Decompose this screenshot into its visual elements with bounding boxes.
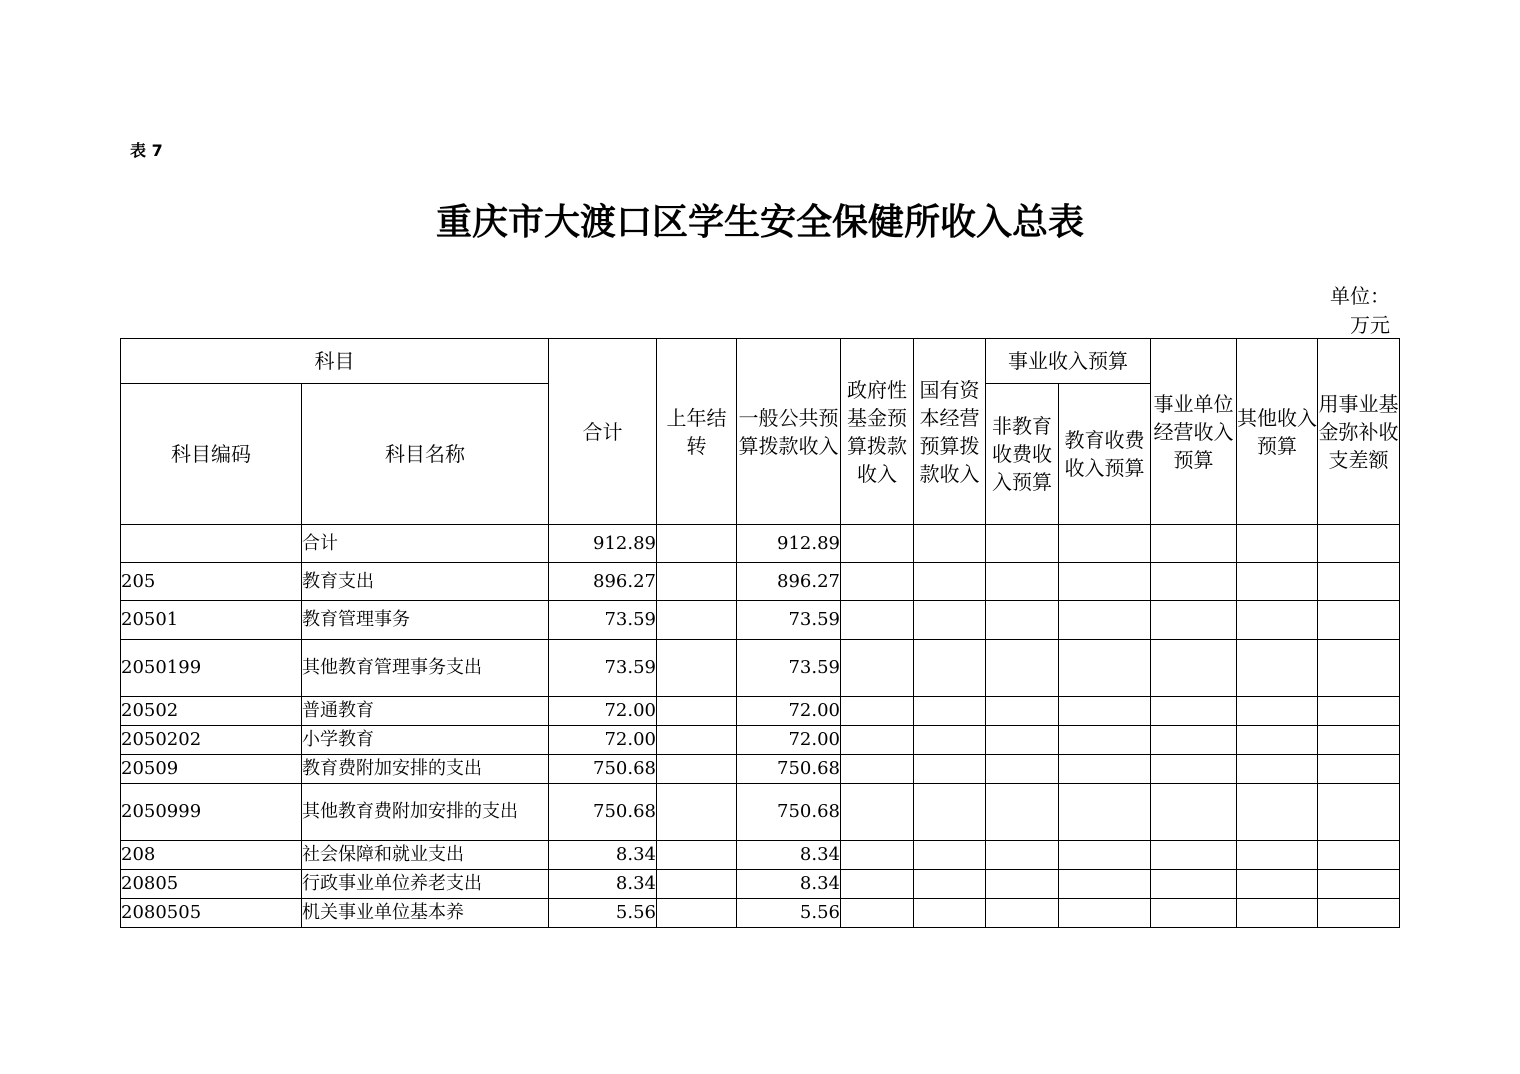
cell-empty xyxy=(1151,784,1237,841)
cell-empty xyxy=(1318,640,1400,697)
cell-name: 教育支出 xyxy=(302,563,549,601)
cell-empty xyxy=(986,755,1059,784)
header-carryover: 上年结转 xyxy=(657,339,737,525)
cell-empty xyxy=(1151,841,1237,870)
cell-empty xyxy=(986,841,1059,870)
cell-empty xyxy=(1237,697,1318,726)
cell-carryover xyxy=(657,726,737,755)
cell-empty xyxy=(1237,726,1318,755)
table-row xyxy=(121,563,1400,601)
cell-empty xyxy=(1237,563,1318,601)
cell-empty xyxy=(914,640,986,697)
cell-general: 8.34 xyxy=(737,870,841,899)
header-edu-fee: 教育收费收入预算 xyxy=(1059,384,1151,525)
table-row xyxy=(121,784,1400,841)
cell-empty xyxy=(841,899,914,928)
cell-empty xyxy=(914,870,986,899)
cell-empty xyxy=(914,841,986,870)
cell-code: 20502 xyxy=(121,697,302,726)
cell-general: 73.59 xyxy=(737,601,841,640)
cell-empty xyxy=(986,697,1059,726)
table-row xyxy=(121,697,1400,726)
cell-name: 行政事业单位养老支出 xyxy=(302,870,549,899)
cell-carryover xyxy=(657,601,737,640)
cell-empty xyxy=(1237,755,1318,784)
cell-code: 205 xyxy=(121,563,302,601)
cell-total: 912.89 xyxy=(549,525,657,563)
cell-code: 2050202 xyxy=(121,726,302,755)
cell-code xyxy=(121,525,302,563)
cell-empty xyxy=(841,563,914,601)
cell-empty xyxy=(986,640,1059,697)
cell-name: 其他教育管理事务支出 xyxy=(302,640,549,697)
cell-general: 72.00 xyxy=(737,697,841,726)
cell-code: 20805 xyxy=(121,870,302,899)
cell-total: 896.27 xyxy=(549,563,657,601)
page-title: 重庆市大渡口区学生安全保健所收入总表 xyxy=(435,202,1084,243)
cell-empty xyxy=(1237,841,1318,870)
cell-empty xyxy=(1059,784,1151,841)
table-row xyxy=(121,755,1400,784)
cell-empty xyxy=(1318,697,1400,726)
cell-total: 72.00 xyxy=(549,726,657,755)
cell-carryover xyxy=(657,697,737,726)
cell-empty xyxy=(1318,726,1400,755)
cell-empty xyxy=(1151,899,1237,928)
cell-name: 教育费附加安排的支出 xyxy=(302,755,549,784)
cell-empty xyxy=(1059,601,1151,640)
header-non-edu-fee: 非教育收费收入预算 xyxy=(986,384,1059,525)
cell-general: 5.56 xyxy=(737,899,841,928)
cell-empty xyxy=(1151,755,1237,784)
cell-empty xyxy=(1151,563,1237,601)
cell-empty xyxy=(841,870,914,899)
header-fund-balance: 用事业基金弥补收支差额 xyxy=(1318,339,1400,525)
header-general-budget: 一般公共预算拨款收入 xyxy=(737,339,841,525)
income-summary-table xyxy=(120,338,1400,928)
cell-empty xyxy=(914,899,986,928)
cell-empty xyxy=(1151,525,1237,563)
cell-general: 73.59 xyxy=(737,640,841,697)
cell-empty xyxy=(1059,870,1151,899)
cell-empty xyxy=(1059,899,1151,928)
cell-total: 8.34 xyxy=(549,870,657,899)
cell-code: 2050999 xyxy=(121,784,302,841)
cell-empty xyxy=(914,697,986,726)
cell-empty xyxy=(841,755,914,784)
header-total: 合计 xyxy=(549,339,657,525)
cell-empty xyxy=(914,601,986,640)
cell-carryover xyxy=(657,841,737,870)
cell-empty xyxy=(1237,784,1318,841)
cell-general: 750.68 xyxy=(737,755,841,784)
cell-general: 750.68 xyxy=(737,784,841,841)
cell-name: 其他教育费附加安排的支出 xyxy=(302,784,549,841)
cell-empty xyxy=(914,525,986,563)
cell-total: 72.00 xyxy=(549,697,657,726)
cell-empty xyxy=(1151,640,1237,697)
cell-general: 912.89 xyxy=(737,525,841,563)
cell-empty xyxy=(986,870,1059,899)
table-number: 表 7 xyxy=(130,141,163,160)
cell-empty xyxy=(841,841,914,870)
cell-empty xyxy=(1059,841,1151,870)
cell-empty xyxy=(1318,525,1400,563)
header-operating-income: 事业单位经营收入预算 xyxy=(1151,339,1237,525)
cell-code: 208 xyxy=(121,841,302,870)
cell-empty xyxy=(1151,870,1237,899)
cell-empty xyxy=(841,697,914,726)
cell-name: 普通教育 xyxy=(302,697,549,726)
cell-carryover xyxy=(657,563,737,601)
cell-code: 2080505 xyxy=(121,899,302,928)
cell-empty xyxy=(1318,870,1400,899)
cell-empty xyxy=(1318,563,1400,601)
table-row xyxy=(121,640,1400,697)
cell-empty xyxy=(914,755,986,784)
cell-empty xyxy=(1318,899,1400,928)
header-state-capital: 国有资本经营预算拨款收入 xyxy=(914,339,986,525)
cell-empty xyxy=(986,726,1059,755)
cell-empty xyxy=(1318,755,1400,784)
cell-empty xyxy=(986,563,1059,601)
cell-general: 896.27 xyxy=(737,563,841,601)
cell-empty xyxy=(841,601,914,640)
cell-empty xyxy=(986,525,1059,563)
table-row xyxy=(121,899,1400,928)
cell-code: 20509 xyxy=(121,755,302,784)
cell-total: 73.59 xyxy=(549,601,657,640)
table-row xyxy=(121,870,1400,899)
header-other-income: 其他收入预算 xyxy=(1237,339,1318,525)
cell-empty xyxy=(1237,525,1318,563)
header-subject-code: 科目编码 xyxy=(121,384,302,525)
cell-total: 5.56 xyxy=(549,899,657,928)
cell-general: 72.00 xyxy=(737,726,841,755)
cell-empty xyxy=(1237,601,1318,640)
cell-empty xyxy=(1151,697,1237,726)
cell-empty xyxy=(986,899,1059,928)
cell-empty xyxy=(841,525,914,563)
cell-name: 机关事业单位基本养 xyxy=(302,899,549,928)
cell-empty xyxy=(1237,640,1318,697)
cell-carryover xyxy=(657,784,737,841)
cell-carryover xyxy=(657,525,737,563)
cell-general: 8.34 xyxy=(737,841,841,870)
cell-empty xyxy=(1318,841,1400,870)
cell-empty xyxy=(986,784,1059,841)
cell-empty xyxy=(914,563,986,601)
cell-carryover xyxy=(657,755,737,784)
cell-total: 8.34 xyxy=(549,841,657,870)
cell-empty xyxy=(1151,601,1237,640)
cell-empty xyxy=(1151,726,1237,755)
cell-empty xyxy=(841,784,914,841)
cell-name: 小学教育 xyxy=(302,726,549,755)
cell-empty xyxy=(841,640,914,697)
cell-carryover xyxy=(657,640,737,697)
cell-empty xyxy=(1059,640,1151,697)
cell-empty xyxy=(1237,899,1318,928)
table-row xyxy=(121,841,1400,870)
cell-empty xyxy=(841,726,914,755)
cell-empty xyxy=(1237,870,1318,899)
cell-empty xyxy=(1318,784,1400,841)
cell-empty xyxy=(1059,563,1151,601)
header-subject-group: 科目 xyxy=(121,339,549,384)
cell-empty xyxy=(1059,525,1151,563)
cell-name: 教育管理事务 xyxy=(302,601,549,640)
cell-empty xyxy=(1059,755,1151,784)
cell-code: 20501 xyxy=(121,601,302,640)
header-business-income-group: 事业收入预算 xyxy=(986,339,1151,384)
cell-total: 73.59 xyxy=(549,640,657,697)
header-subject-name: 科目名称 xyxy=(302,384,549,525)
table-row xyxy=(121,726,1400,755)
cell-empty xyxy=(914,784,986,841)
header-gov-fund: 政府性基金预算拨款收入 xyxy=(841,339,914,525)
table-row xyxy=(121,601,1400,640)
unit-label: 单位：万元 xyxy=(1330,284,1390,337)
cell-code: 2050199 xyxy=(121,640,302,697)
cell-carryover xyxy=(657,899,737,928)
cell-carryover xyxy=(657,870,737,899)
cell-empty xyxy=(986,601,1059,640)
cell-empty xyxy=(914,726,986,755)
cell-empty xyxy=(1318,601,1400,640)
table-row xyxy=(121,525,1400,563)
cell-total: 750.68 xyxy=(549,755,657,784)
cell-empty xyxy=(1059,697,1151,726)
cell-name: 合计 xyxy=(302,525,549,563)
cell-empty xyxy=(1059,726,1151,755)
cell-name: 社会保障和就业支出 xyxy=(302,841,549,870)
cell-total: 750.68 xyxy=(549,784,657,841)
